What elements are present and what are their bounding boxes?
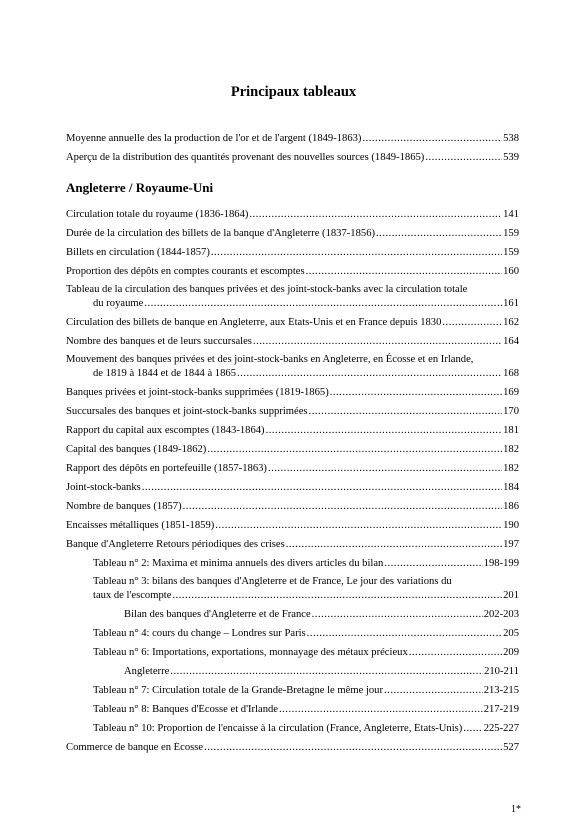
toc-entry-page: 141 (503, 209, 519, 220)
toc-entry (124, 666, 519, 678)
leader-dots (362, 133, 502, 145)
toc-entry (66, 317, 519, 329)
toc-entry (66, 133, 519, 145)
toc-entry (93, 685, 519, 697)
toc-entry-page: 201 (503, 590, 519, 601)
toc-entry (66, 463, 519, 475)
toc-entry-page: 190 (503, 520, 519, 531)
toc-entry-text: Tableau n° 4: cours du change – Londres sur Paris (93, 628, 306, 639)
toc-entry-page: 210-211 (484, 666, 519, 677)
toc-entry-page: 182 (503, 444, 519, 455)
leader-dots (309, 406, 503, 418)
toc-entry-text: Proportion des dépôts en comptes courants et escomptes (66, 266, 305, 277)
leader-dots (442, 317, 502, 329)
leader-dots (172, 590, 502, 602)
toc-entry-text: Tableau n° 7: Circulation totale de la Grande-Bretagne le même jour (93, 685, 384, 696)
toc-entry (93, 368, 519, 380)
leader-dots (330, 387, 502, 399)
toc-entry-first-line: Tableau n° 3: bilans des banques d'Angleterre et de France, Le jour des variations du (93, 576, 452, 587)
leader-dots (384, 685, 483, 697)
leader-dots (268, 463, 502, 475)
leader-dots (384, 558, 482, 570)
leader-dots (376, 228, 502, 240)
toc-entry-page: 184 (503, 482, 519, 493)
leader-dots (279, 704, 483, 716)
toc-entry-page: 159 (503, 228, 519, 239)
leader-dots (237, 368, 502, 380)
toc-entry-text: Tableau n° 2: Maxima et minima annuels des divers articles du bilan (93, 558, 384, 569)
toc-entry-text: Durée de la circulation des billets de la banque d'Angleterre (1837-1856) (66, 228, 376, 239)
toc-entry-page: 197 (503, 539, 519, 550)
toc-entry (93, 647, 519, 659)
toc-entry (66, 152, 519, 164)
toc-entry (66, 406, 519, 418)
toc-entry (66, 336, 519, 348)
toc-entry-text: Bilan des banques d'Angleterre et de France (124, 609, 311, 620)
toc-entry (66, 482, 519, 494)
toc-entry (66, 501, 519, 513)
toc-entry (66, 520, 519, 532)
toc-entry-page: 209 (503, 647, 519, 658)
leader-dots (215, 520, 502, 532)
toc-entry-text: de 1819 à 1844 et de 1844 à 1865 (93, 368, 236, 379)
toc-entry-text: Rapport des dépôts en portefeuille (1857-1863) (66, 463, 267, 474)
toc-entry (66, 247, 519, 259)
toc-entry-page: 217-219 (483, 704, 519, 715)
toc-entry-first-line: Mouvement des banques privées et des joint-stock-banks en Angleterre, en Écosse et en Irlande, (66, 354, 474, 365)
toc-entry-text: Capital des banques (1849-1862) (66, 444, 207, 455)
toc-entry (66, 742, 519, 754)
toc-entry (93, 723, 519, 735)
toc-entry (124, 609, 519, 621)
toc-entry (66, 539, 519, 551)
leader-dots (183, 501, 502, 513)
toc-entry-page: 161 (503, 298, 519, 309)
toc-entry-text: Circulation totale du royaume (1836-1864) (66, 209, 249, 220)
toc-entry-text: Commerce de banque en Écosse (66, 742, 204, 753)
toc-entry-text: Tableau n° 10: Proportion de l'encaisse à la circulation (France, Angleterre, États-Unis) (93, 723, 463, 734)
toc-entry-page: 168 (503, 368, 519, 379)
toc-entry-page: 182 (503, 463, 519, 474)
toc-entry-text: Aperçu de la distribution des quantités provenant des nouvelles sources (1849-1865) (66, 152, 425, 163)
toc-entry-text: Banques privées et joint-stock-banks supprimées (1819-1865) (66, 387, 329, 398)
toc-entry (66, 425, 519, 437)
leader-dots (253, 336, 502, 348)
toc-entry-first-line: Tableau de la circulation des banques privées et des joint-stock-banks avec la circulation totale (66, 284, 468, 295)
leader-dots (286, 539, 502, 551)
leader-dots (142, 482, 502, 494)
toc-entry-page: 170 (503, 406, 519, 417)
toc-entry-text: Succursales des banques et joint-stock-banks supprimées (66, 406, 308, 417)
leader-dots (409, 647, 502, 659)
toc-entry (66, 266, 519, 278)
leader-dots (307, 628, 502, 640)
toc-entry-text: Nombre de banques (1857) (66, 501, 182, 512)
leader-dots (170, 666, 483, 678)
toc-entry-page: 205 (503, 628, 519, 639)
toc-entry-page: 162 (503, 317, 519, 328)
leader-dots (463, 723, 482, 735)
toc-entry-page: 202-203 (483, 609, 519, 620)
toc-entry (93, 298, 519, 310)
toc-entry-page: 164 (503, 336, 519, 347)
leader-dots (211, 247, 502, 259)
leader-dots (249, 209, 502, 221)
leader-dots (312, 609, 483, 621)
toc-entry-page: 159 (503, 247, 519, 258)
page-title: Principaux tableaux (230, 84, 357, 100)
page-number: 1* (511, 804, 521, 815)
toc-entry-page: 213-215 (483, 685, 519, 696)
toc-entry-text: Tableau n° 6: Importations, exportations, monnayage des métaux précieux (93, 647, 408, 658)
toc-entry-text: Billets en circulation (1844-1857) (66, 247, 210, 258)
toc-entry (93, 704, 519, 716)
toc-entry (93, 558, 519, 570)
toc-entry-page: 527 (503, 742, 519, 753)
leader-dots (207, 444, 502, 456)
toc-entry-text: du royaume (93, 298, 144, 309)
toc-entry-text: Nombre des banques et de leurs succursales (66, 336, 252, 347)
toc-entry-page: 225-227 (483, 723, 519, 734)
leader-dots (266, 425, 503, 437)
leader-dots (204, 742, 502, 754)
toc-entry-text: taux de l'escompte (93, 590, 172, 601)
leader-dots (425, 152, 502, 164)
toc-entry (66, 444, 519, 456)
toc-entry-page: 169 (503, 387, 519, 398)
toc-entry-text: Banque d'Angleterre Retours périodiques des crises (66, 539, 285, 550)
toc-entry-text: Angleterre (124, 666, 170, 677)
toc-entry-page: 539 (503, 152, 519, 163)
section-heading: Angleterre / Royaume-Uni (66, 180, 214, 195)
toc-entry-text: Rapport du capital aux escomptes (1843-1864) (66, 425, 265, 436)
leader-dots (306, 266, 503, 278)
toc-entry (66, 228, 519, 240)
toc-entry-page: 186 (503, 501, 519, 512)
toc-entry (93, 628, 519, 640)
toc-entry (66, 387, 519, 399)
toc-entry-page: 198-199 (483, 558, 519, 569)
toc-entry (93, 590, 519, 602)
toc-entry-text: Circulation des billets de banque en Angleterre, aux États-Unis et en France depuis 1830 (66, 317, 442, 328)
toc-entry (66, 209, 519, 221)
toc-entry-text: Tableau n° 8: Banques d'Écosse et d'Irlande (93, 704, 278, 715)
toc-entry-page: 538 (503, 133, 519, 144)
toc-entry-text: Joint-stock-banks (66, 482, 141, 493)
toc-entry-page: 160 (503, 266, 519, 277)
toc-entry-text: Encaisses métalliques (1851-1859) (66, 520, 215, 531)
leader-dots (144, 298, 502, 310)
toc-entry-page: 181 (503, 425, 519, 436)
toc-entry-text: Moyenne annuelle des la production de l'or et de l'argent (1849-1863) (66, 133, 362, 144)
